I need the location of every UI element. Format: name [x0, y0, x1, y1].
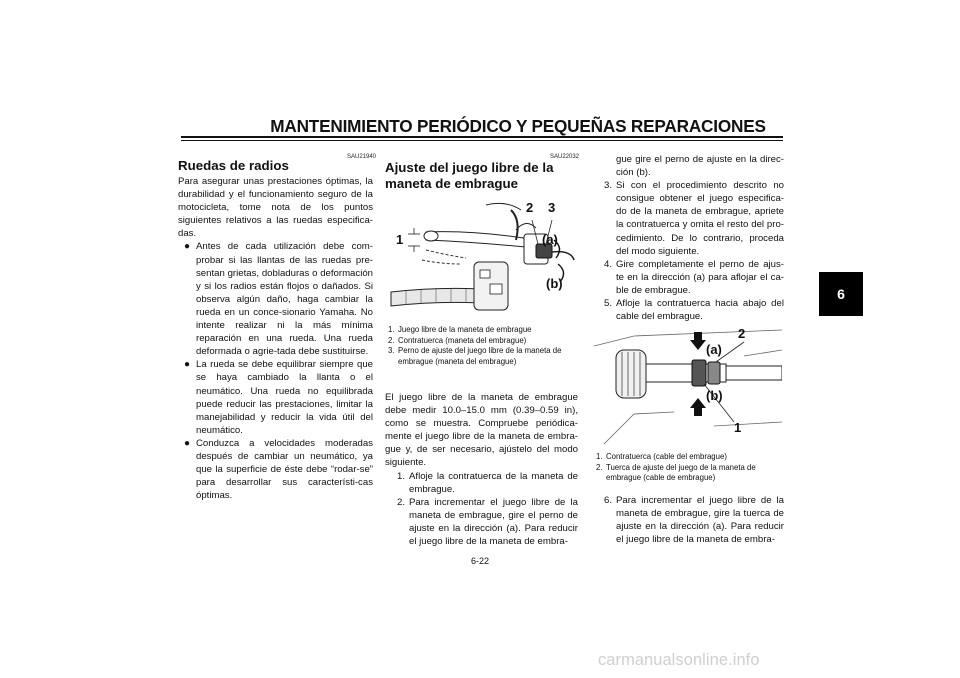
- header-rule-thin: [181, 140, 783, 141]
- bullet-dot-icon: ●: [184, 359, 191, 371]
- cable-adjuster-illustration: [594, 326, 782, 444]
- spokes-intro: Para asegurar unas prestaciones óptimas, la durabilidad y el funcionamiento seguro de la motocicleta, tome nota de los puntos siguientes relativos a las ruedas especifica-das.: [178, 176, 373, 240]
- section-heading: Ruedas de radios: [178, 158, 289, 173]
- caption-item: 1. Contratuerca (cable del embrague): [596, 452, 727, 461]
- clutch-lever-illustration: [386, 200, 576, 320]
- bullet-dot-icon: ●: [184, 241, 191, 253]
- clutch-body-step6: [592, 494, 784, 546]
- section-code: SAU21940: [347, 154, 377, 160]
- spokes-body: [178, 175, 373, 502]
- figure-callout-a: (a): [706, 342, 722, 357]
- figure1-captions: [388, 325, 578, 367]
- figure2-captions: [596, 452, 786, 484]
- figure-callout-b: (b): [546, 276, 563, 291]
- figure-callout-1: 1: [396, 232, 404, 247]
- step-item: 3. Si con el procedimiento descrito no consigue obtener el juego especifica-do de la maneta de embrague, apriete la contratuerca y omita el resto del pro-cedimiento. De lo contrario, proceda del modo siguiente.: [603, 180, 784, 257]
- figure-callout-1: 1: [734, 420, 742, 435]
- clutch-lever-figure: [386, 200, 576, 320]
- watermark: carmanualsonline.info: [598, 651, 760, 669]
- figure-callout-a: (a): [542, 232, 558, 247]
- caption-item: 2. Contratuerca (maneta del embrague): [388, 335, 527, 345]
- page-number: 6-22: [470, 556, 489, 566]
- step-continuation: gue gire el perno de ajuste en la direc-ción (b).: [616, 154, 784, 179]
- caption-item: 3. Perno de ajuste del juego libre de la maneta de embrague (maneta del embrague): [388, 346, 562, 366]
- clutch-body: [385, 391, 578, 548]
- clutch-body-cont: [592, 153, 784, 323]
- figure-callout-2: 2: [738, 326, 746, 341]
- figure-callout-3: 3: [548, 200, 556, 215]
- bullet-dot-icon: ●: [184, 437, 191, 449]
- bullet-item: ● La rueda se debe equilibrar siempre que se haya cambiado la llanta o el neumático. Una rueda no equilibrada puede reducir las prestaciones, limitar la manejabilidad y reducir la vida útil del neumático.: [178, 358, 373, 437]
- step-item: 1. Afloje la contratuerca de la maneta de embrague.: [396, 470, 578, 495]
- figure-callout-b: (b): [706, 388, 723, 403]
- cable-adjuster-figure: [594, 326, 782, 444]
- caption-item: 1. Juego libre de la maneta de embrague: [388, 325, 532, 334]
- header-rule: [181, 136, 783, 138]
- step-item: 6. Para incrementar el juego libre de la maneta de embrague, gire la tuerca de ajuste en la dirección (a). Para reducir el juego libre de la maneta de embra-: [603, 495, 784, 546]
- chapter-tab: 6: [819, 272, 863, 316]
- caption-item: 2. Tuerca de ajuste del juego de la maneta de embrague (cable de embrague): [596, 462, 756, 482]
- clutch-intro: El juego libre de la maneta de embrague debe medir 10.0–15.0 mm (0.39–0.59 in), como se muestra. Compruebe periódica-mente el juego libre de la maneta de embra-gue y, de ser necesario, ajústelo del modo siguiente.: [385, 392, 578, 469]
- step-item: 4. Gire completamente el perno de ajus-te en la dirección (a) para aflojar el ca-ble de embrague.: [603, 258, 784, 296]
- section-code: SAU22032: [550, 154, 580, 160]
- bullet-item: ● Antes de cada utilización debe com-probar si las llantas de las ruedas pre-sentan grietas, dobladuras o deformación y si los radios están flojos o dañados. Si observa algún daño, haga cambiar la rueda en un conce-sionario Yamaha. No intente realizar ni la más mínima reparación en una rueda. Una rueda deformada o agrie-tada debe sustituirse.: [178, 240, 373, 358]
- bullet-item: ● Conduzca a velocidades moderadas después de cambiar un neumático, ya que la superficie de éste debe “rodar-se” para desarrollar sus característi-cas óptimas.: [178, 437, 373, 502]
- section-heading: Ajuste del juego libre de la maneta de embrague: [385, 160, 554, 191]
- step-item: 2. Para incrementar el juego libre de la maneta de embrague, gire el perno de ajuste en la dirección (a). Para reducir el juego libre de la maneta de embra-: [396, 496, 578, 548]
- page-title: MANTENIMIENTO PERIÓDICO Y PEQUEÑAS REPARACIONES: [270, 116, 766, 136]
- figure-callout-2: 2: [526, 200, 534, 215]
- step-item: 5. Afloje la contratuerca hacia abajo del cable del embrague.: [603, 298, 784, 323]
